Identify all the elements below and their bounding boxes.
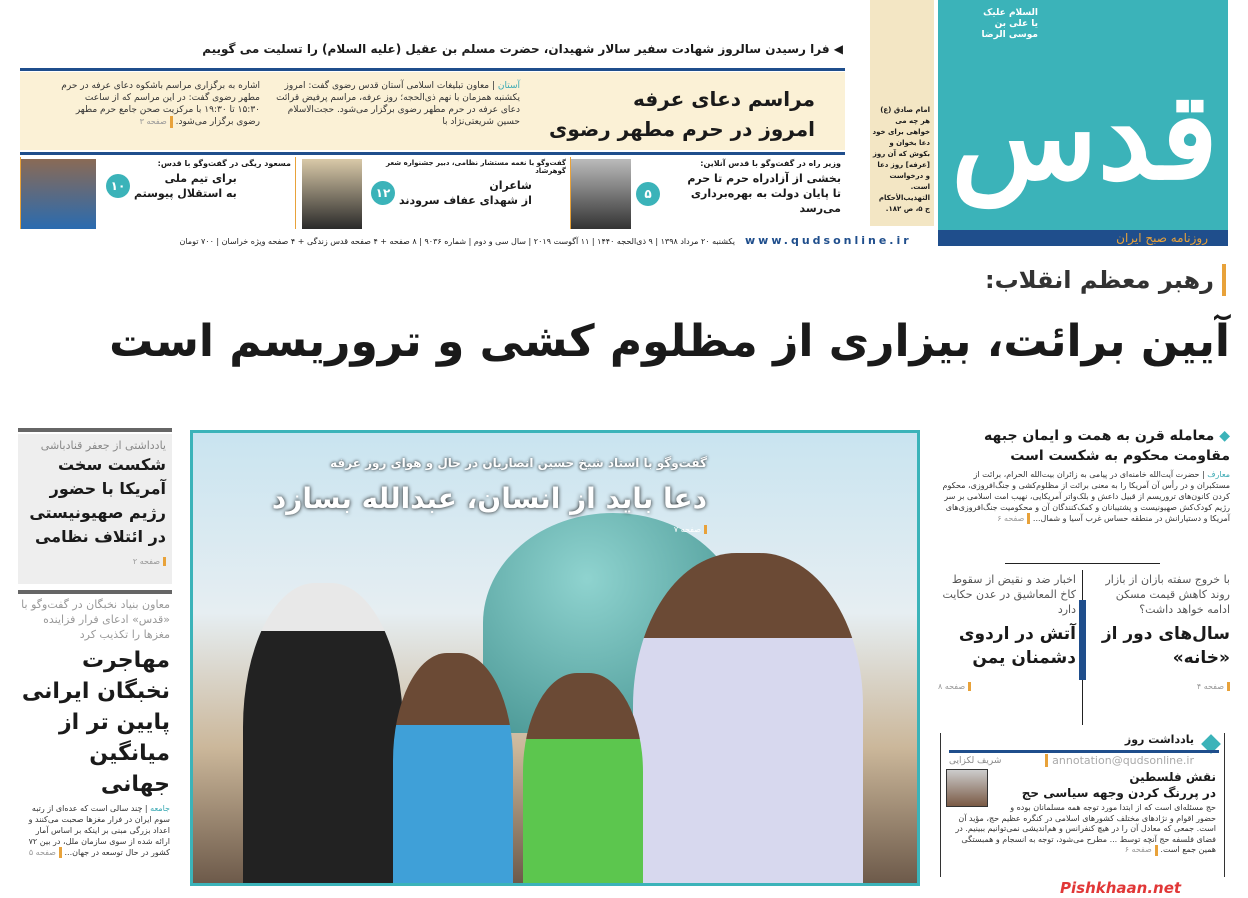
page-ref[interactable]: صفحه ۸	[938, 682, 971, 691]
teaser-title: از شهدای عفاف سرودند	[399, 194, 532, 207]
column-email[interactable]: annotation@qudsonline.ir	[1045, 754, 1194, 767]
price: ۷۰۰ تومان	[179, 237, 214, 246]
photo-kicker: گفت‌وگو با استاد شیخ حسین انصاریان در حال و هوای روز عرفه	[330, 456, 707, 470]
greeting: السلام علیک یا علی بن موسی الرضا	[981, 8, 1038, 40]
column-label: یادداشت روز	[1124, 733, 1194, 746]
column-title: در پررنگ کردن وجهه سیاسی حج	[1021, 786, 1216, 800]
page-ref[interactable]: صفحه ۷	[674, 525, 707, 534]
dateline: یکشنبه ۲۰ مرداد ۱۳۹۸ | ۹ ذی‌الحجه ۱۴۴۰ | ۱۱ آگوست ۲۰۱۹ | سال سی و دوم | شماره ۹۰۳۶ | ۸ صفحه + ۴ صفحه قدس زندگی + ۴ صفحه ویژه خراسان | ۷۰۰ تومان	[179, 237, 735, 246]
teaser[interactable]	[20, 157, 295, 229]
note-kicker: یادداشتی از جعفر قنادباشی	[40, 439, 166, 452]
lead-kicker: رهبر معظم انقلاب:	[985, 264, 1226, 296]
teaser[interactable]	[295, 157, 570, 229]
story-kicker: با خروج سفته بازان از بازار روند کاهش قیمت مسکن ادامه خواهد داشت؟	[1105, 573, 1230, 616]
story-body: چند سالی است که عده‌ای از رتبه سوم ایران در فرار مغزها صحبت می‌کنند و اعداد بزرگی مبنی بر اینکه بر اساس آمار ارائه شده از سوی سازمان ملل، در بین ۷۲ کشور در حال توسعه در جهان...	[28, 804, 170, 857]
teaser-title: تا پایان دولت به بهره‌برداری می‌رسد	[690, 187, 841, 215]
quote-author: امام صادق (ع)	[880, 106, 930, 114]
watermark: Pishkhaan.net	[1060, 879, 1182, 897]
teaser-number: ۱۰	[106, 174, 130, 198]
main-story[interactable]: ◆ معامله قرن به همت و ایمان جبهه مقاومت محکوم به شکست است معارف | حضرت آیت‌الله خامنه‌ای در پیامی به زائران بیت‌الله الحرام، برائت از مستکبران و در رأس آن آمریکا را به معنی برائت از مظلوم‌کشی و جنگ‌افروزی، محکوم کردن کانون‌های تروریسم از قبیل داعش و بلک‌واتر آمریکایی، نهیب امت اسلامی بر سر رژیم کودک‌کش صهیونیست و پشتیبانان و کمک‌کنندگان آن و محکومیت جنگ‌افروزی‌های آمریکا و دستیارانش در منطقه حساس غرب آسیا و شمال... صفحه ۶	[942, 428, 1230, 523]
volume: سال سی و دوم	[473, 237, 527, 246]
page-ref[interactable]: صفحه ۶	[997, 513, 1030, 524]
quote-source: التهذیب‌الأحکام ج ۵، ص ۱۸۲.	[878, 194, 930, 213]
portrait	[21, 159, 96, 229]
date: ۹ ذی‌الحجه ۱۴۴۰	[597, 237, 653, 246]
quote-box	[870, 0, 934, 226]
story-title: سال‌های دور از «خانه»	[1101, 624, 1230, 668]
banner: مراسم دعای عرفه امروز در حرم مطهر رضوی آستان | معاون تبلیغات اسلامی آستان قدس رضوی گفت: امروز یکشنبه همزمان با نهم ذی‌الحجه؛ روز عرفه، مراسم پرفیض قرائت دعای عرفه در حرم مطهر رضوی برگزار می‌شود. حجت‌الاسلام حسین شریعتی‌نژاد با اشاره به برگزاری مراسم باشکوه دعای عرفه در حرم مطهر رضوی گفت: در این مراسم که از ساعت ۱۵:۳۰ تا ۱۹:۳۰ با مرکزیت صحن جامع حرم مطهر رضوی برگزار می‌شود. صفحه ۳	[20, 72, 845, 150]
main-photo	[190, 430, 920, 886]
teaser-title: بخشی از آزادراه حرم تا حرم	[687, 172, 841, 185]
portrait	[571, 159, 631, 229]
logo: قدس	[951, 66, 1218, 207]
issue: شماره ۹۰۳۶	[424, 237, 467, 246]
story-title: مهاجرت نخبگان ایرانی پایین تر از میانگین جهانی	[21, 648, 170, 797]
banner-body-2: اشاره به برگزاری مراسم باشکوه دعای عرفه در حرم مطهر رضوی گفت: در این مراسم که از ساعت ۱۵:۳۰ تا ۱۹:۳۰ با مرکزیت صحن جامع حرم مطهر رضوی برگزار می‌شود.	[61, 81, 260, 127]
teaser[interactable]	[570, 157, 845, 229]
column-author: شریف لکزایی	[949, 756, 1002, 766]
person	[633, 553, 863, 886]
story-kicker: معاون بنیاد نخبگان در گفت‌وگو با «قدس» ادعای فرار فزاینده مغزها را تکذیب کرد	[21, 598, 170, 641]
lead-headline[interactable]: آیین برائت، بیزاری از مظلوم کشی و تروریسم است	[109, 316, 1230, 367]
pages: ۴ صفحه ویژه خراسان	[221, 237, 296, 246]
teaser-title: شاعران	[489, 179, 532, 192]
column-box[interactable]	[940, 733, 1225, 877]
website-link[interactable]: www.qudsonline.ir	[745, 234, 912, 247]
masthead	[938, 0, 1228, 230]
story-body: حضرت آیت‌الله خامنه‌ای در پیامی به زائران بیت‌الله الحرام، برائت از مستکبران و در رأس آن آمریکا را به معنی برائت از مظلوم‌کشی و جنگ‌افروزی، محکوم کردن کانون‌های تروریسم از قبیل داعش و بلک‌واتر آمریکایی، نهیب امت اسلامی بر سر رژیم کودک‌کش صهیونیست و پشتیبانان و کمک‌کنندگان آن و محکومیت جنگ‌افروزی‌های آمریکا و دستیارانش در منطقه حساس غرب آسیا و شمال...	[942, 470, 1230, 523]
teasers	[20, 157, 845, 229]
pages: ۴ صفحه قدس زندگی	[306, 237, 378, 246]
page-ref[interactable]: صفحه ۶	[1125, 845, 1158, 856]
person	[523, 673, 643, 886]
photo-title[interactable]: دعا باید از انسان، عبدالله بسازد	[271, 482, 707, 515]
story-title: معامله قرن به همت و ایمان جبهه مقاومت محکوم به شکست است	[984, 428, 1230, 464]
note-box[interactable]	[18, 434, 172, 584]
author-photo	[946, 769, 988, 807]
banner-title-2: امروز در حرم مطهر رضوی	[549, 117, 815, 141]
teaser-kicker: گفت‌وگو با نغمه مستشار نظامی، دبیر جشنواره شعر گوهرشاد	[385, 159, 566, 175]
quote-text: هر چه می خواهی برای خود دعا بخوان و بکوش که آن روز [عرفه] روز دعا و درخواست است.	[872, 117, 930, 191]
page-ref[interactable]: صفحه ۵	[29, 847, 62, 858]
column-title: نقش فلسطین	[1129, 770, 1216, 784]
person	[243, 583, 403, 886]
column-body: حج مسئله‌ای است که از ابتدا مورد توجه همه مسلمانان بوده و حضور اقوام و نژادهای مختلف کشورهای اسلامی در کنگره عظیم حج، مؤید آن است. جمعی که معادل آن را در هیچ کنفرانس و هم‌اندیشی نمی‌توانیم ببینیم. در فضای فلسفه حج آنچه توسط ... مطرح می‌شود، توجه به انسجام و همبستگی همین جمع است.	[955, 803, 1216, 854]
teaser-kicker: وزیر راه در گفت‌وگو با قدس آنلاین:	[700, 159, 841, 168]
tagline: روزنامه صبح ایران	[1116, 231, 1208, 245]
housing-story[interactable]	[1092, 572, 1230, 693]
teaser-title: به استقلال پیوستم	[134, 187, 237, 200]
date: یکشنبه ۲۰ مرداد ۱۳۹۸	[660, 237, 735, 246]
note-title: شکست سخت آمریکا با حضور رژیم صهیونیستی در ائتلاف نظامی	[29, 455, 166, 546]
banner-title-1: مراسم دعای عرفه	[632, 87, 815, 111]
brain-drain-story[interactable]: معاون بنیاد نخبگان در گفت‌وگو با «قدس» ادعای فرار فزاینده مغزها را تکذیب کرد مهاجرت نخبگان ایرانی پایین تر از میانگین جهانی جامعه | چند سالی است که عده‌ای از رتبه سوم ایران در فرار مغزها صحبت می‌کنند و اعداد بزرگی مبنی بر اینکه بر اساس آمار ارائه شده از سوی سازمان ملل، در بین ۷۲ کشور در حال توسعه در جهان... صفحه ۵	[21, 598, 170, 857]
teaser-title: برای تیم ملی	[164, 172, 237, 185]
tagline-bar	[938, 230, 1228, 246]
story-tag: معارف	[1207, 470, 1230, 479]
pages: ۸ صفحه	[389, 237, 417, 246]
top-line: ◀ فرا رسیدن سالروز شهادت سفیر سالار شهیدان، حضرت مسلم بن عقیل (علیه السلام) را تسلیت می گوییم	[202, 42, 843, 56]
story-title: آتش در اردوی دشمنان یمن	[958, 624, 1076, 668]
teaser-kicker: مسعود ریگی در گفت‌وگو با قدس:	[157, 159, 291, 168]
story-kicker: اخبار ضد و نقیض از سقوط کاخ المعاشیق در عدن حکایت دارد	[942, 573, 1076, 616]
teaser-number: ۵	[636, 182, 660, 206]
date: ۱۱ آگوست ۲۰۱۹	[533, 237, 590, 246]
page-ref[interactable]: صفحه ۲	[133, 557, 166, 566]
banner-body-1: معاون تبلیغات اسلامی آستان قدس رضوی گفت: امروز یکشنبه همزمان با نهم ذی‌الحجه؛ روز عرفه، مراسم پرفیض قرائت دعای عرفه در حرم مطهر رضوی برگزار می‌شود. حجت‌الاسلام حسین شریعتی‌نژاد با	[276, 81, 520, 127]
yemen-story[interactable]	[938, 572, 1076, 693]
portrait	[302, 159, 362, 229]
teaser-number: ۱۲	[371, 181, 395, 205]
page-ref[interactable]: صفحه ۳	[140, 116, 173, 128]
person	[393, 653, 513, 886]
banner-kicker: آستان	[497, 81, 520, 91]
story-tag: جامعه	[150, 804, 170, 813]
page-ref[interactable]: صفحه ۴	[1197, 682, 1230, 691]
